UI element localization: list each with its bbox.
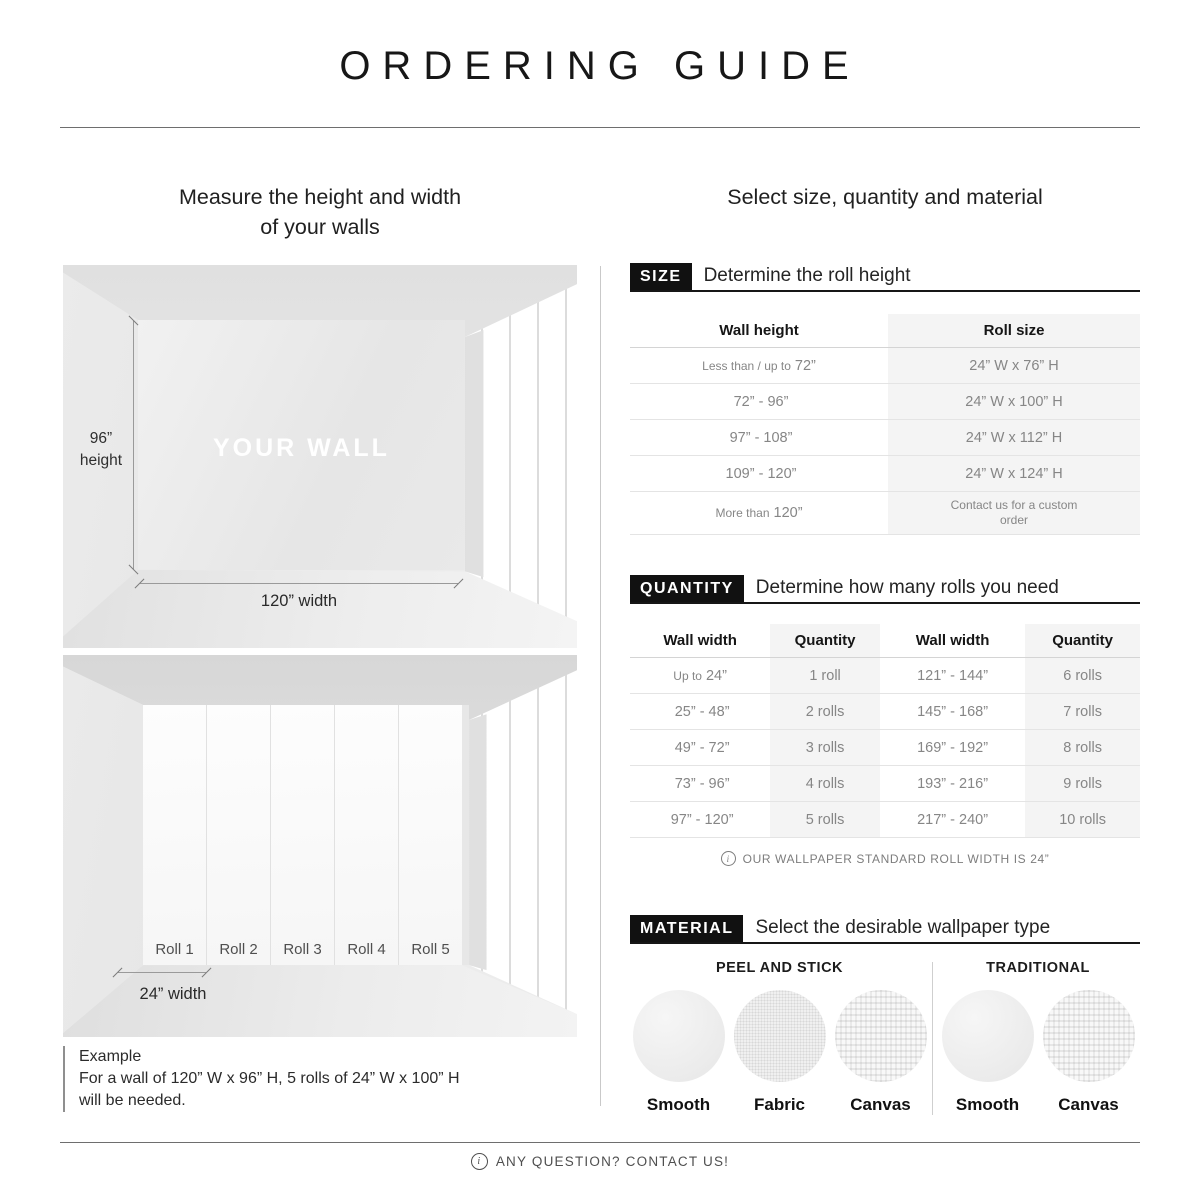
roll-panel <box>335 705 399 965</box>
quantity-section <box>630 575 1140 866</box>
quantity-table <box>630 624 1140 838</box>
quantity-table-row: Up to 24” 1 roll 121” - 144” 6 rolls <box>630 658 1140 694</box>
quantity-table-row: 25” - 48” 2 rolls 145” - 168” 7 rolls <box>630 694 1140 730</box>
smooth-texture-circle <box>633 990 725 1082</box>
group-title: TRADITIONAL <box>986 960 1090 976</box>
column-header: Quantity <box>770 624 880 657</box>
note-text: OUR WALLPAPER STANDARD ROLL WIDTH IS 24” <box>742 851 1050 866</box>
material-group-divider <box>932 962 933 1115</box>
measure-heading-line1: Measure the height and width <box>178 185 462 209</box>
quantity-table-row: 97” - 120” 5 rolls 217” - 240” 10 rolls <box>630 802 1140 838</box>
size-table-row: 109” - 120” 24” W x 124” H <box>630 456 1140 492</box>
example-line2: will be needed. <box>79 1092 186 1109</box>
size-subtitle: Determine the roll height <box>703 265 911 286</box>
material-swatch-fabric: Fabric <box>733 990 827 1115</box>
quantity-table-row: 49” - 72” 3 rolls 169” - 192” 8 rolls <box>630 730 1140 766</box>
column-header: Wall width <box>663 632 737 649</box>
header-divider <box>60 127 1140 128</box>
size-table-row: More than 120” Contact us for a custom order <box>630 492 1140 535</box>
select-heading: Select size, quantity and material <box>727 185 1043 209</box>
material-swatch-smooth: Smooth <box>632 990 726 1115</box>
material-swatch-canvas: Canvas <box>1042 990 1136 1115</box>
height-label: 96” height <box>79 430 123 469</box>
quantity-table-row: 73” - 96” 4 rolls 193” - 216” 9 rolls <box>630 766 1140 802</box>
quantity-subtitle: Determine how many rolls you need <box>755 577 1059 598</box>
size-table <box>630 314 1140 535</box>
footer <box>0 1153 1200 1170</box>
size-table-row: 97” - 108” 24” W x 112” H <box>630 420 1140 456</box>
material-section <box>630 915 1140 1115</box>
width-measure-line <box>140 583 458 584</box>
page-title: ORDERING GUIDE <box>339 44 861 88</box>
roll-width-measure-line <box>118 972 206 973</box>
size-table-header-row <box>630 314 1140 348</box>
roll-width-label: 24” width <box>139 985 207 1003</box>
wallpaper-rolls <box>143 705 462 965</box>
room-illustration-rolls <box>63 655 577 1037</box>
roll-label: Roll 1 <box>155 941 194 958</box>
smooth-texture-circle <box>942 990 1034 1082</box>
column-header: Quantity <box>1025 624 1140 657</box>
example-title: Example <box>79 1048 142 1065</box>
info-icon: i <box>471 1153 488 1170</box>
footer-text: ANY QUESTION? CONTACT US! <box>495 1154 730 1169</box>
height-measure-line <box>133 321 134 569</box>
size-badge: SIZE <box>630 263 692 290</box>
size-table-row: 72” - 96” 24” W x 100” H <box>630 384 1140 420</box>
roll-label: Roll 3 <box>283 941 322 958</box>
example-note <box>63 1046 460 1112</box>
material-subtitle: Select the desirable wallpaper type <box>755 917 1051 938</box>
column-divider <box>600 266 601 1106</box>
roll-label: Roll 2 <box>219 941 258 958</box>
quantity-section-header <box>630 575 1140 604</box>
material-swatch-canvas: Canvas <box>834 990 928 1115</box>
quantity-badge: QUANTITY <box>630 575 744 602</box>
size-section <box>630 263 1140 535</box>
material-section-header <box>630 915 1140 944</box>
roll-panel <box>143 705 207 965</box>
column-header: Wall height <box>719 322 799 339</box>
column-header: Roll size <box>888 314 1140 347</box>
room-illustration-measure <box>63 265 577 648</box>
measure-heading <box>63 182 577 242</box>
measure-heading-line2: of your walls <box>260 215 380 239</box>
roll-label: Roll 4 <box>347 941 386 958</box>
column-header: Wall width <box>915 632 990 649</box>
material-groups <box>630 960 1140 1115</box>
material-group-traditional <box>936 960 1140 1115</box>
group-title: PEEL AND STICK <box>715 960 844 976</box>
your-wall-label: YOUR WALL <box>212 433 390 462</box>
width-label: 120” width <box>260 592 338 610</box>
material-swatch-smooth: Smooth <box>941 990 1035 1115</box>
material-badge: MATERIAL <box>630 915 743 942</box>
canvas-texture-circle <box>1043 990 1135 1082</box>
footer-divider <box>60 1142 1140 1143</box>
example-line1: For a wall of 120” W x 96” H, 5 rolls of 24” W x 100” H <box>79 1070 460 1087</box>
canvas-texture-circle <box>835 990 927 1082</box>
roll-panel <box>271 705 335 965</box>
size-table-row: Less than / up to 72” 24” W x 76” H <box>630 348 1140 384</box>
size-section-header <box>630 263 1140 292</box>
material-group-peel-and-stick <box>630 960 929 1115</box>
info-icon: i <box>721 851 736 866</box>
roll-panel <box>207 705 271 965</box>
roll-panel <box>399 705 462 965</box>
quantity-table-header-row <box>630 624 1140 658</box>
fabric-texture-circle <box>734 990 826 1082</box>
roll-width-note <box>630 851 1140 866</box>
roll-label: Roll 5 <box>411 941 450 958</box>
